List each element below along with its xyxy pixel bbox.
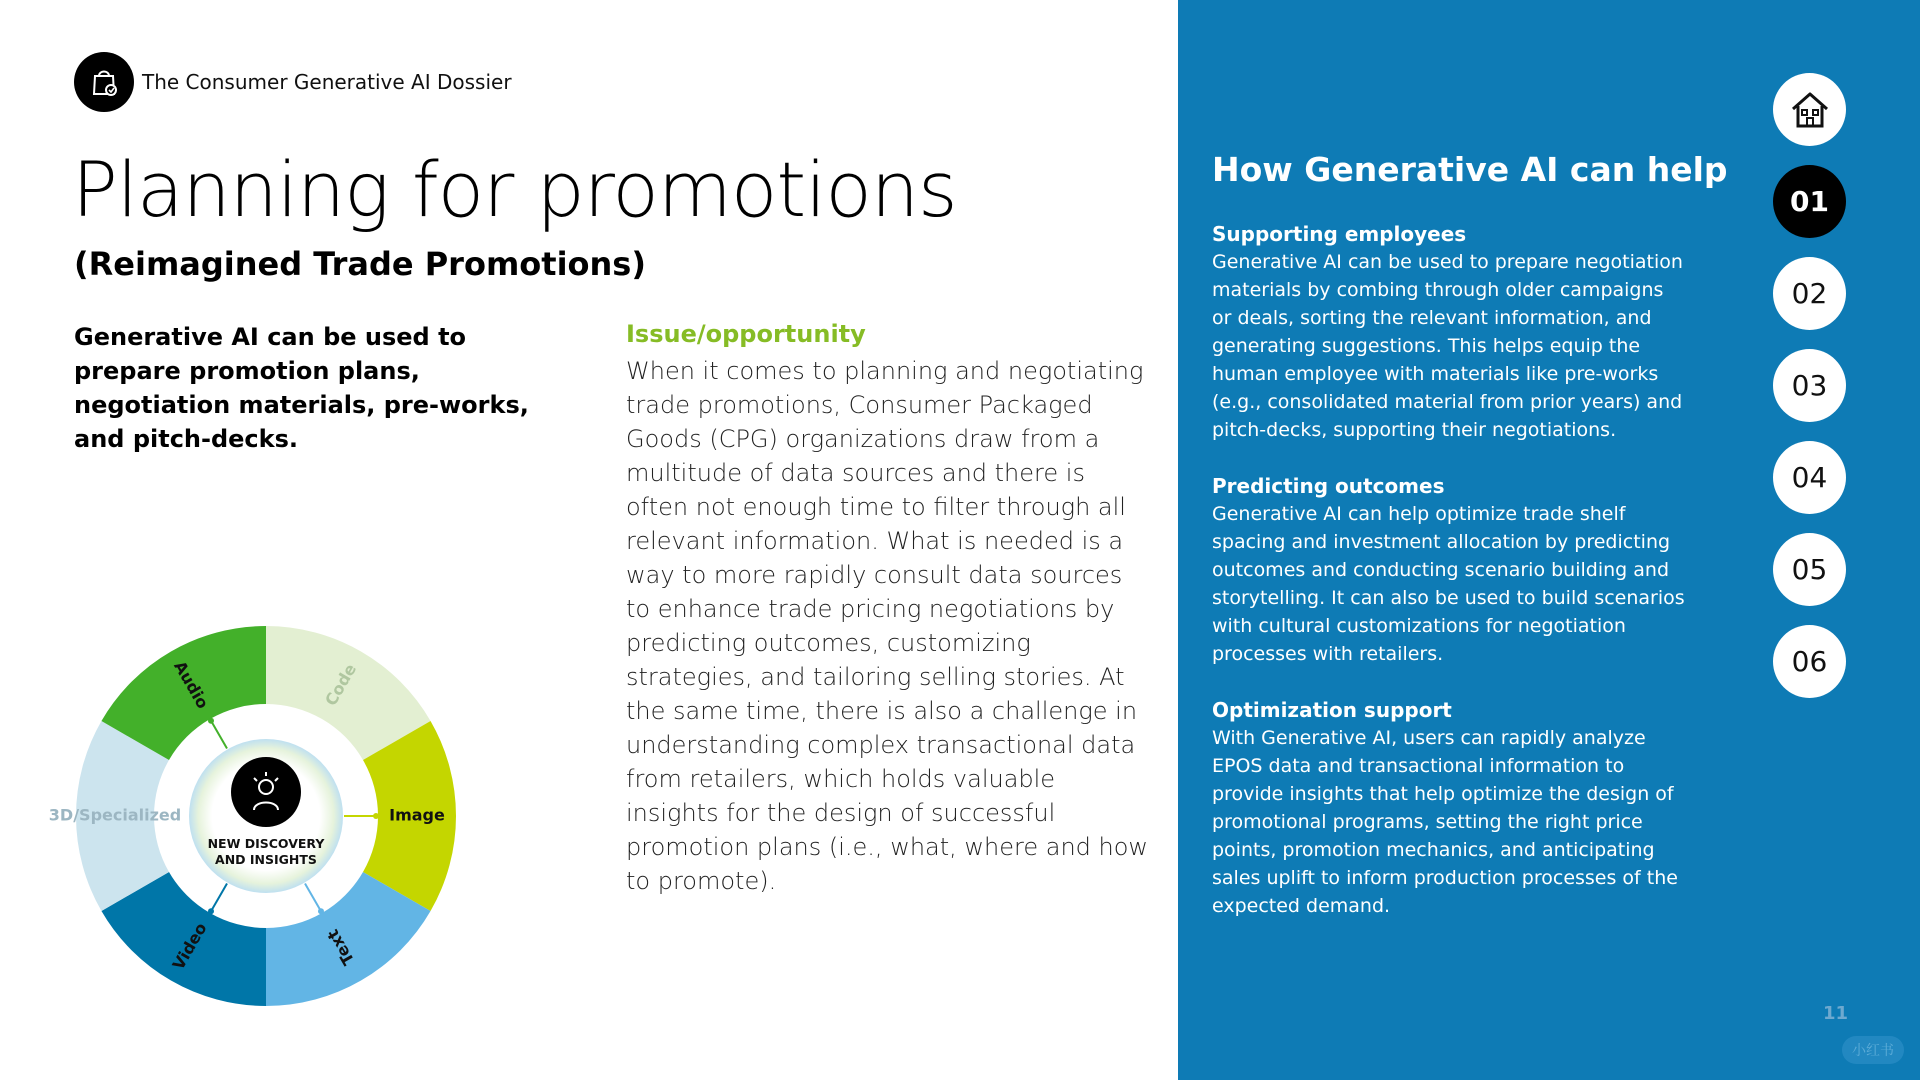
page-title: Planning for promotions — [72, 145, 957, 234]
wheel-connector — [305, 884, 321, 912]
brand-header — [74, 52, 512, 112]
watermark: 小红书 — [1842, 1036, 1904, 1064]
help-section-heading: Predicting outcomes — [1212, 474, 1445, 498]
wheel-center-line1: NEW DISCOVERY — [207, 836, 325, 851]
page-number: 11 — [1823, 1003, 1849, 1024]
wheel-label: Audio — [170, 657, 213, 712]
wheel-connector — [211, 884, 227, 912]
wheel-label: Code — [321, 660, 361, 709]
wheel-connector-dot — [208, 908, 214, 914]
issue-heading: Issue/opportunity — [626, 320, 866, 348]
nav-item-04[interactable]: 04 — [1773, 441, 1846, 514]
modality-wheel — [48, 620, 470, 1020]
wheel-connector-dot — [208, 718, 214, 724]
lightbulb-icon — [231, 757, 301, 827]
nav-item-06[interactable]: 06 — [1773, 625, 1846, 698]
wheel-label: 3D/Specialized — [48, 805, 182, 825]
nav-item-03[interactable]: 03 — [1773, 349, 1846, 422]
wheel-connector — [211, 721, 227, 749]
help-section-optimization-support — [1212, 696, 1687, 920]
page-subtitle: (Reimagined Trade Promotions) — [74, 245, 646, 283]
wheel-label: Video — [168, 919, 211, 974]
wheel-label: Text — [323, 926, 359, 969]
help-section-heading: Supporting employees — [1212, 222, 1467, 246]
home-icon — [1788, 88, 1832, 132]
help-section-body: Generative AI can be used to prepare negotiation materials by combing through older campaigns or deals, sorting the relevant information, and generating suggestions. This helps equip the human employee with materials like pre-works (e.g., consolidated material from prior years) and pitch-decks, supporting their negotiations. — [1212, 251, 1683, 441]
wheel-connector-dot — [373, 813, 379, 819]
help-section-body: With Generative AI, users can rapidly analyze EPOS data and transactional information to provide insights that help optimize the design of promotional programs, setting the right price points, promotion mechanics, and anticipating sales uplift to inform production processes of the expected demand. — [1212, 727, 1678, 917]
wheel-connector-dot — [318, 908, 324, 914]
help-section-body: Generative AI can help optimize trade shelf spacing and investment allocation by predicting outcomes and conducting scenario building and storytelling. It can also be used to build scenarios with cultural customizations for negotiation processes with retailers. — [1212, 503, 1685, 665]
wheel-label: Image — [389, 805, 445, 825]
help-section-supporting-employees — [1212, 220, 1687, 444]
wheel-center-line2: AND INSIGHTS — [215, 852, 317, 867]
help-section-heading: Optimization support — [1212, 698, 1452, 722]
shopping-bag-icon — [74, 52, 134, 112]
nav-item-01[interactable]: 01 — [1773, 165, 1846, 238]
help-title: How Generative AI can help — [1212, 150, 1728, 189]
issue-body: When it comes to planning and negotiating trade promotions, Consumer Packaged Goods (CPG) organizations draw from a multitude of data sources and there is often not enough time to filter through all relevant information. What is needed is a way to more rapidly consult data sources to enhance trade pricing negotiations by predicting outcomes, customizing strategies, and tailoring selling stories. At the same time, there is also a challenge in understanding complex transactional data from retailers, which holds valuable insights for the design of successful promotion plans (i.e., what, where and how to promote). — [626, 357, 1149, 895]
intro-text: Generative AI can be used to prepare promotion plans, negotiation materials, pre-works, and pitch-decks. — [74, 323, 529, 453]
brand-text: The Consumer Generative AI Dossier — [142, 70, 512, 94]
nav-item-05[interactable]: 05 — [1773, 533, 1846, 606]
nav-item-02[interactable]: 02 — [1773, 257, 1846, 330]
help-section-predicting-outcomes — [1212, 472, 1687, 668]
home-button[interactable] — [1773, 73, 1846, 146]
